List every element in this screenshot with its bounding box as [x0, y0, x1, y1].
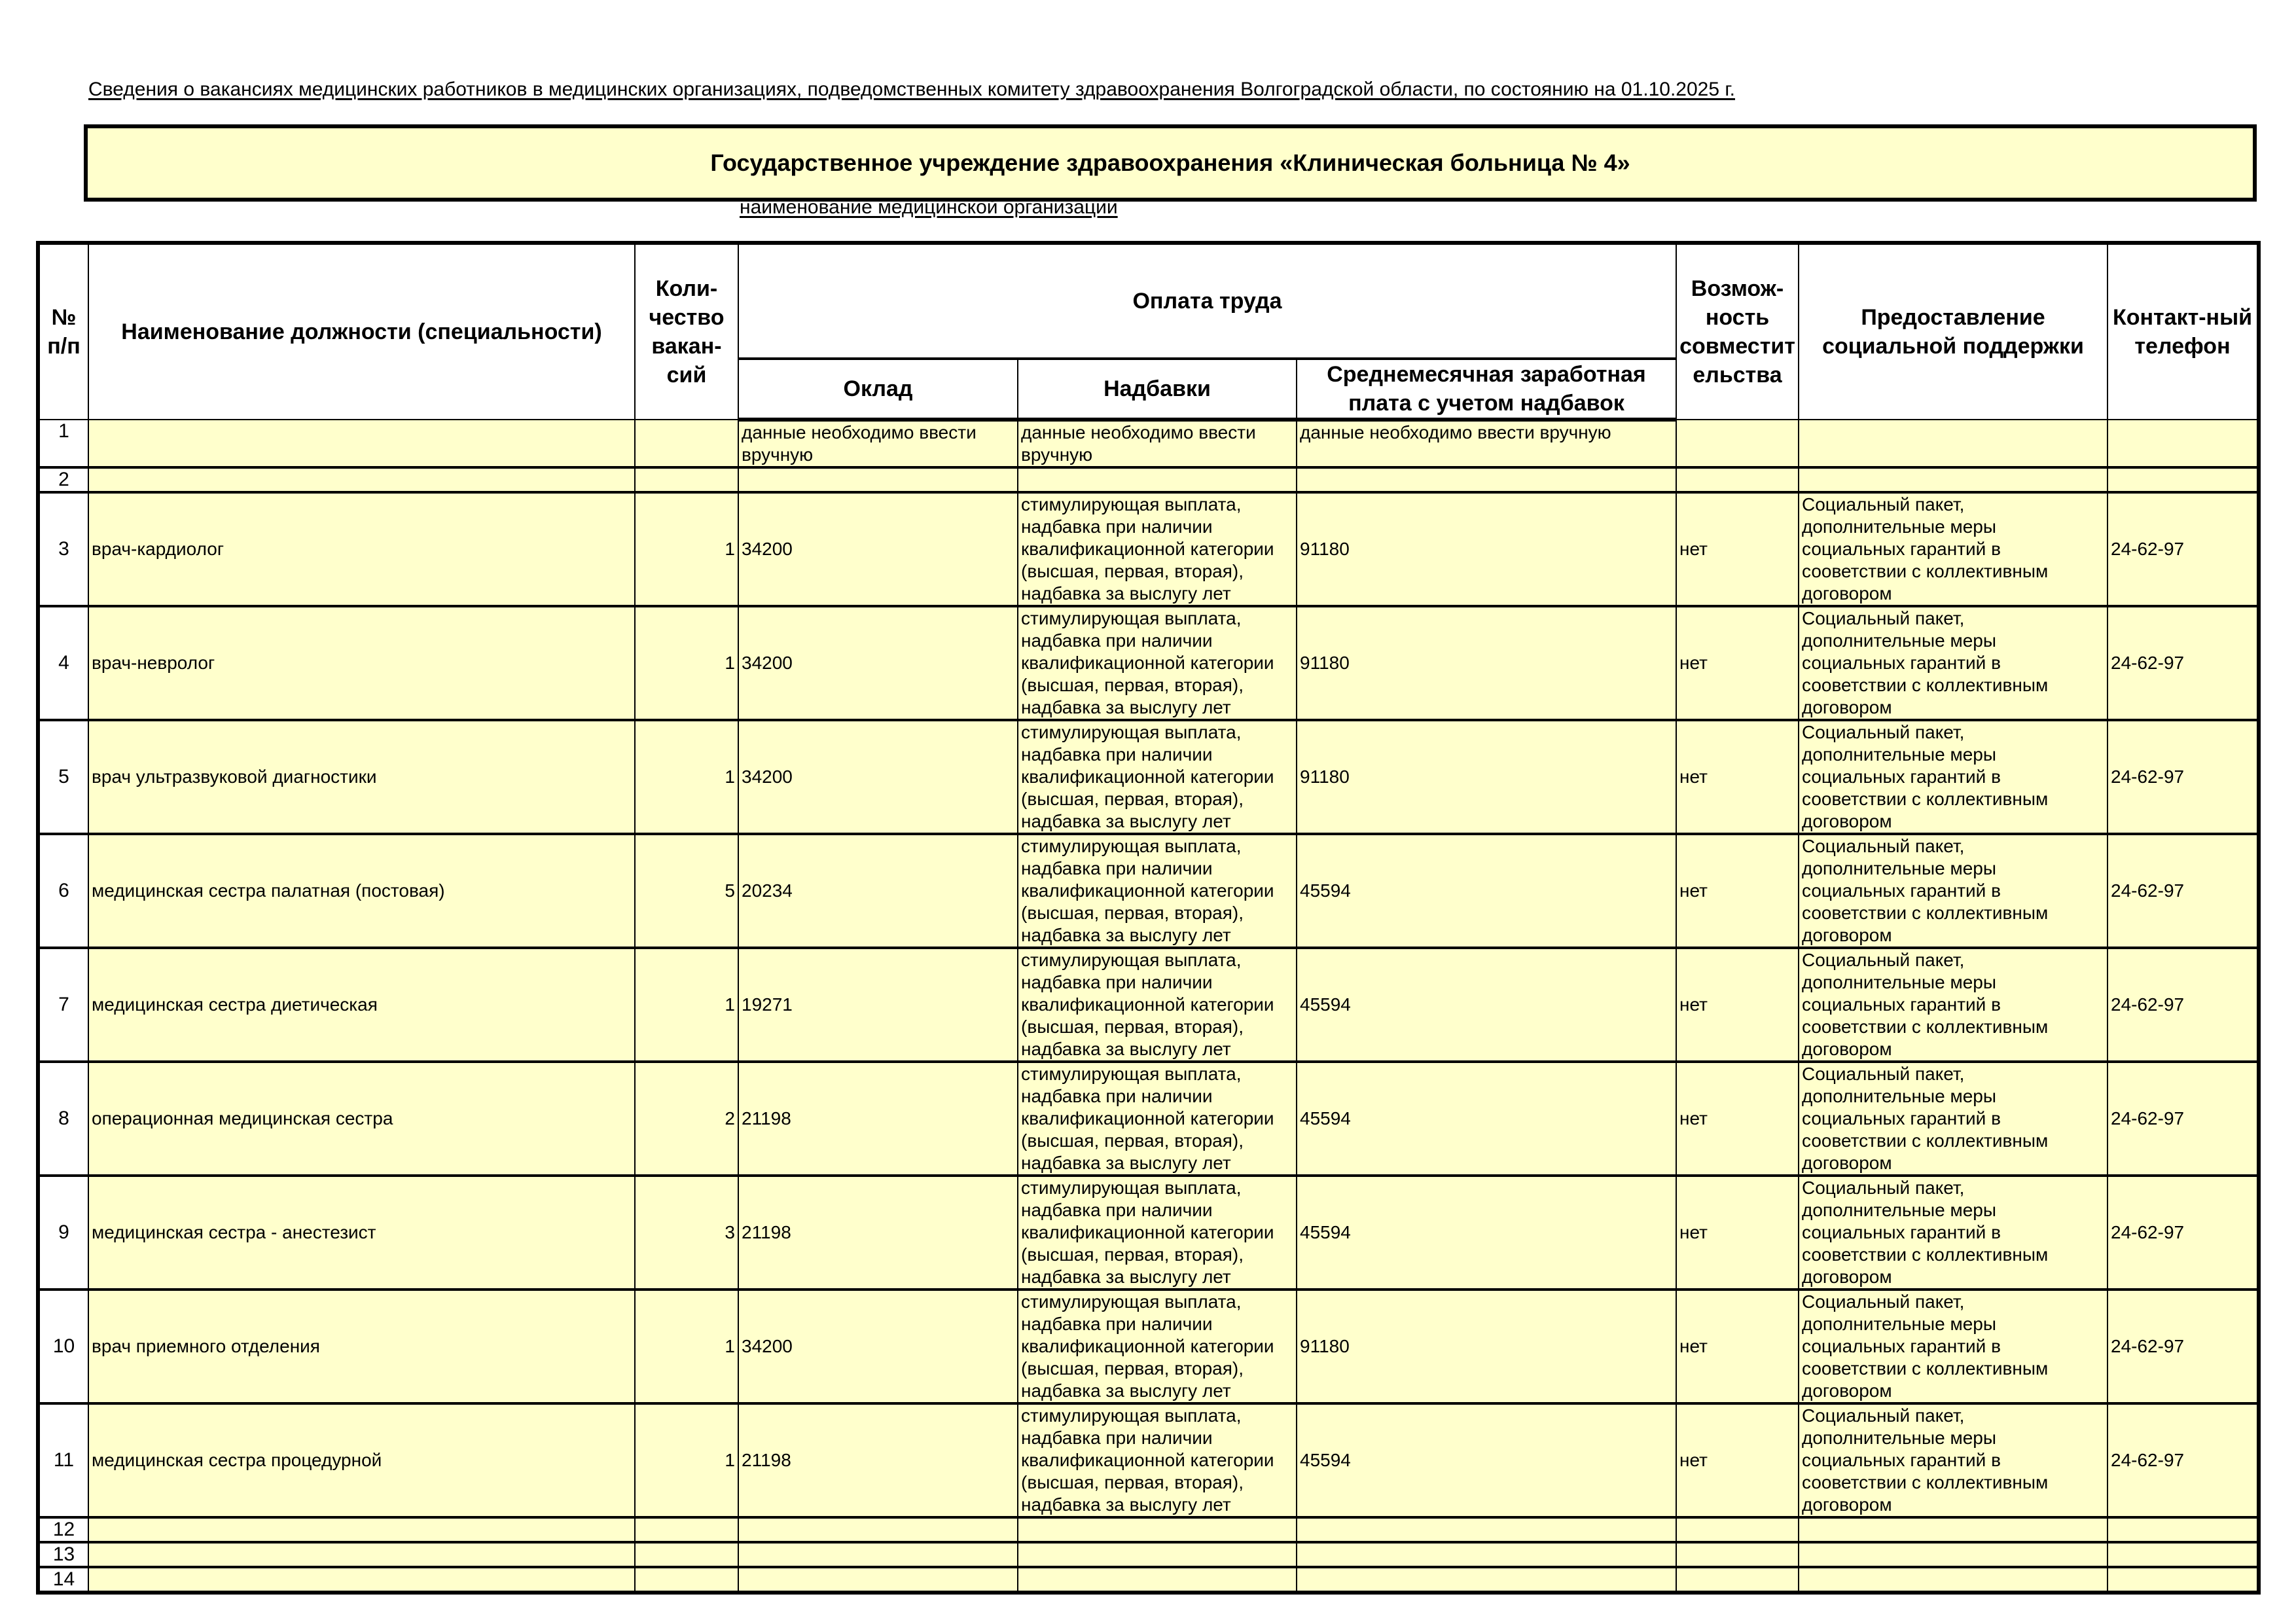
cell-bonuses: стимулирующая выплата, надбавка при наличии квалификационной категории (высшая, первая, вторая), надбавка за выслугу лет — [1018, 492, 1297, 606]
cell-social: Социальный пакет, дополнительные меры социальных гарантий в сооветствии с коллективным договором — [1799, 1062, 2108, 1176]
table-row — [38, 606, 2259, 720]
cell-num: 10 — [38, 1290, 88, 1403]
cell-num: 6 — [38, 834, 88, 948]
cell-salary: 19271 — [738, 948, 1018, 1062]
cell-salary — [738, 1517, 1018, 1542]
cell-avg-salary — [1297, 1542, 1676, 1567]
cell-num: 11 — [38, 1403, 88, 1517]
cell-count: 5 — [635, 834, 738, 948]
cell-social — [1799, 1567, 2108, 1593]
cell-position — [88, 1517, 635, 1542]
cell-avg-salary — [1297, 1517, 1676, 1542]
cell-salary: 34200 — [738, 606, 1018, 720]
cell-bonuses: стимулирующая выплата, надбавка при наличии квалификационной категории (высшая, первая, вторая), надбавка за выслугу лет — [1018, 720, 1297, 834]
cell-combination — [1676, 1567, 1799, 1593]
cell-combination: нет — [1676, 1403, 1799, 1517]
cell-count: 1 — [635, 948, 738, 1062]
table-body — [38, 420, 2259, 1593]
header-salary: Оклад — [738, 359, 1018, 420]
cell-phone — [2108, 1517, 2259, 1542]
cell-bonuses — [1018, 467, 1297, 492]
cell-combination: нет — [1676, 1062, 1799, 1176]
cell-count: 2 — [635, 1062, 738, 1176]
cell-count: 1 — [635, 492, 738, 606]
table-header — [38, 243, 2259, 420]
cell-phone: 24-62-97 — [2108, 606, 2259, 720]
cell-social — [1799, 1517, 2108, 1542]
cell-salary: данные необходимо ввести вручную — [738, 420, 1018, 467]
table-row — [38, 492, 2259, 606]
cell-count: 1 — [635, 1290, 738, 1403]
cell-social: Социальный пакет, дополнительные меры социальных гарантий в сооветствии с коллективным договором — [1799, 948, 2108, 1062]
table-row — [38, 948, 2259, 1062]
table-row — [38, 1290, 2259, 1403]
cell-avg-salary: 91180 — [1297, 492, 1676, 606]
cell-phone — [2108, 467, 2259, 492]
vacancies-table — [36, 241, 2261, 1595]
cell-combination: нет — [1676, 1176, 1799, 1290]
cell-avg-salary: 45594 — [1297, 948, 1676, 1062]
table-row-empty — [38, 1567, 2259, 1593]
cell-social — [1799, 420, 2108, 467]
cell-avg-salary: 45594 — [1297, 1403, 1676, 1517]
cell-avg-salary: 91180 — [1297, 1290, 1676, 1403]
table-row — [38, 834, 2259, 948]
cell-social — [1799, 467, 2108, 492]
cell-combination: нет — [1676, 1290, 1799, 1403]
document-title: Сведения о вакансиях медицинских работников в медицинских организациях, подведомственных комитету здравоохранения Волгоградской области, по состоянию на 01.10.2025 г. — [88, 79, 1735, 100]
cell-bonuses — [1018, 1542, 1297, 1567]
table-row — [38, 1062, 2259, 1176]
cell-num: 14 — [38, 1567, 88, 1593]
cell-position: врач ультразвуковой диагностики — [88, 720, 635, 834]
cell-avg-salary: данные необходимо ввести вручную — [1297, 420, 1676, 467]
cell-position: врач-невролог — [88, 606, 635, 720]
table-row-empty — [38, 1542, 2259, 1567]
cell-position: врач приемного отделения — [88, 1290, 635, 1403]
cell-avg-salary: 91180 — [1297, 720, 1676, 834]
cell-avg-salary: 45594 — [1297, 1176, 1676, 1290]
header-social: Предоставление социальной поддержки — [1799, 243, 2108, 420]
cell-social: Социальный пакет, дополнительные меры социальных гарантий в сооветствии с коллективным договором — [1799, 834, 2108, 948]
cell-combination: нет — [1676, 492, 1799, 606]
cell-position: операционная медицинская сестра — [88, 1062, 635, 1176]
cell-salary — [738, 1542, 1018, 1567]
cell-bonuses: стимулирующая выплата, надбавка при наличии квалификационной категории (высшая, первая, вторая), надбавка за выслугу лет — [1018, 1403, 1297, 1517]
cell-phone — [2108, 420, 2259, 467]
cell-salary: 20234 — [738, 834, 1018, 948]
header-num: № п/п — [38, 243, 88, 420]
cell-phone: 24-62-97 — [2108, 1062, 2259, 1176]
cell-bonuses: стимулирующая выплата, надбавка при наличии квалификационной категории (высшая, первая, вторая), надбавка за выслугу лет — [1018, 948, 1297, 1062]
cell-num: 12 — [38, 1517, 88, 1542]
cell-salary: 34200 — [738, 492, 1018, 606]
cell-phone: 24-62-97 — [2108, 492, 2259, 606]
table-row-note — [38, 420, 2259, 467]
cell-phone: 24-62-97 — [2108, 720, 2259, 834]
cell-combination: нет — [1676, 834, 1799, 948]
cell-salary: 34200 — [738, 720, 1018, 834]
cell-count — [635, 420, 738, 467]
cell-count — [635, 1517, 738, 1542]
cell-bonuses: стимулирующая выплата, надбавка при наличии квалификационной категории (высшая, первая, вторая), надбавка за выслугу лет — [1018, 1062, 1297, 1176]
cell-avg-salary — [1297, 467, 1676, 492]
cell-position — [88, 1567, 635, 1593]
organization-box — [84, 124, 2257, 202]
table-row — [38, 1176, 2259, 1290]
cell-avg-salary: 91180 — [1297, 606, 1676, 720]
cell-bonuses: стимулирующая выплата, надбавка при наличии квалификационной категории (высшая, первая, вторая), надбавка за выслугу лет — [1018, 1176, 1297, 1290]
cell-avg-salary — [1297, 1567, 1676, 1593]
cell-num: 1 — [38, 420, 88, 467]
cell-position: медицинская сестра процедурной — [88, 1403, 635, 1517]
cell-salary: 34200 — [738, 1290, 1018, 1403]
cell-combination: нет — [1676, 720, 1799, 834]
header-avg-salary: Среднемесячная заработная плата с учетом надбавок — [1297, 359, 1676, 420]
cell-position: врач-кардиолог — [88, 492, 635, 606]
cell-social: Социальный пакет, дополнительные меры социальных гарантий в сооветствии с коллективным договором — [1799, 492, 2108, 606]
cell-bonuses: данные необходимо ввести вручную — [1018, 420, 1297, 467]
header-pay-group: Оплата труда — [738, 243, 1676, 359]
cell-bonuses: стимулирующая выплата, надбавка при наличии квалификационной категории (высшая, первая, вторая), надбавка за выслугу лет — [1018, 834, 1297, 948]
organization-caption: наименование медицинской организации — [740, 196, 1118, 218]
cell-num: 13 — [38, 1542, 88, 1567]
cell-bonuses — [1018, 1517, 1297, 1542]
cell-count: 3 — [635, 1176, 738, 1290]
cell-bonuses: стимулирующая выплата, надбавка при наличии квалификационной категории (высшая, первая, вторая), надбавка за выслугу лет — [1018, 1290, 1297, 1403]
cell-combination — [1676, 420, 1799, 467]
cell-num: 2 — [38, 467, 88, 492]
cell-phone: 24-62-97 — [2108, 1176, 2259, 1290]
cell-count: 1 — [635, 1403, 738, 1517]
table-row — [38, 1403, 2259, 1517]
cell-count — [635, 1542, 738, 1567]
cell-social: Социальный пакет, дополнительные меры социальных гарантий в сооветствии с коллективным договором — [1799, 1176, 2108, 1290]
cell-position — [88, 420, 635, 467]
cell-salary: 21198 — [738, 1062, 1018, 1176]
table-row-empty — [38, 467, 2259, 492]
cell-social: Социальный пакет, дополнительные меры социальных гарантий в сооветствии с коллективным договором — [1799, 1290, 2108, 1403]
cell-count: 1 — [635, 606, 738, 720]
table-row — [38, 720, 2259, 834]
cell-combination — [1676, 1542, 1799, 1567]
cell-combination — [1676, 1517, 1799, 1542]
cell-avg-salary: 45594 — [1297, 834, 1676, 948]
organization-name: Государственное учреждение здравоохранения «Клиническая больница № 4» — [710, 149, 1630, 176]
cell-count — [635, 1567, 738, 1593]
cell-combination: нет — [1676, 606, 1799, 720]
cell-count: 1 — [635, 720, 738, 834]
cell-bonuses: стимулирующая выплата, надбавка при наличии квалификационной категории (высшая, первая, вторая), надбавка за выслугу лет — [1018, 606, 1297, 720]
cell-social: Социальный пакет, дополнительные меры социальных гарантий в сооветствии с коллективным договором — [1799, 720, 2108, 834]
cell-avg-salary: 45594 — [1297, 1062, 1676, 1176]
cell-position — [88, 467, 635, 492]
cell-bonuses — [1018, 1567, 1297, 1593]
cell-social — [1799, 1542, 2108, 1567]
header-position: Наименование должности (специальности) — [88, 243, 635, 420]
cell-position: медицинская сестра палатная (постовая) — [88, 834, 635, 948]
cell-social: Социальный пакет, дополнительные меры социальных гарантий в сооветствии с коллективным договором — [1799, 606, 2108, 720]
cell-phone — [2108, 1567, 2259, 1593]
cell-count — [635, 467, 738, 492]
cell-salary: 21198 — [738, 1176, 1018, 1290]
cell-salary: 21198 — [738, 1403, 1018, 1517]
cell-salary — [738, 467, 1018, 492]
cell-num: 4 — [38, 606, 88, 720]
header-bonuses: Надбавки — [1018, 359, 1297, 420]
cell-num: 8 — [38, 1062, 88, 1176]
cell-phone: 24-62-97 — [2108, 1290, 2259, 1403]
cell-phone: 24-62-97 — [2108, 834, 2259, 948]
header-phone: Контакт-ный телефон — [2108, 243, 2259, 420]
cell-position: медицинская сестра - анестезист — [88, 1176, 635, 1290]
cell-num: 5 — [38, 720, 88, 834]
cell-combination — [1676, 467, 1799, 492]
cell-position: медицинская сестра диетическая — [88, 948, 635, 1062]
table-row-empty — [38, 1517, 2259, 1542]
cell-num: 3 — [38, 492, 88, 606]
cell-num: 9 — [38, 1176, 88, 1290]
cell-phone — [2108, 1542, 2259, 1567]
cell-num: 7 — [38, 948, 88, 1062]
header-count: Коли-чество вакан-сий — [635, 243, 738, 420]
cell-salary — [738, 1567, 1018, 1593]
cell-combination: нет — [1676, 948, 1799, 1062]
cell-phone: 24-62-97 — [2108, 1403, 2259, 1517]
cell-phone: 24-62-97 — [2108, 948, 2259, 1062]
cell-position — [88, 1542, 635, 1567]
header-combination: Возмож-ность совместит ельства — [1676, 243, 1799, 420]
cell-social: Социальный пакет, дополнительные меры социальных гарантий в сооветствии с коллективным договором — [1799, 1403, 2108, 1517]
